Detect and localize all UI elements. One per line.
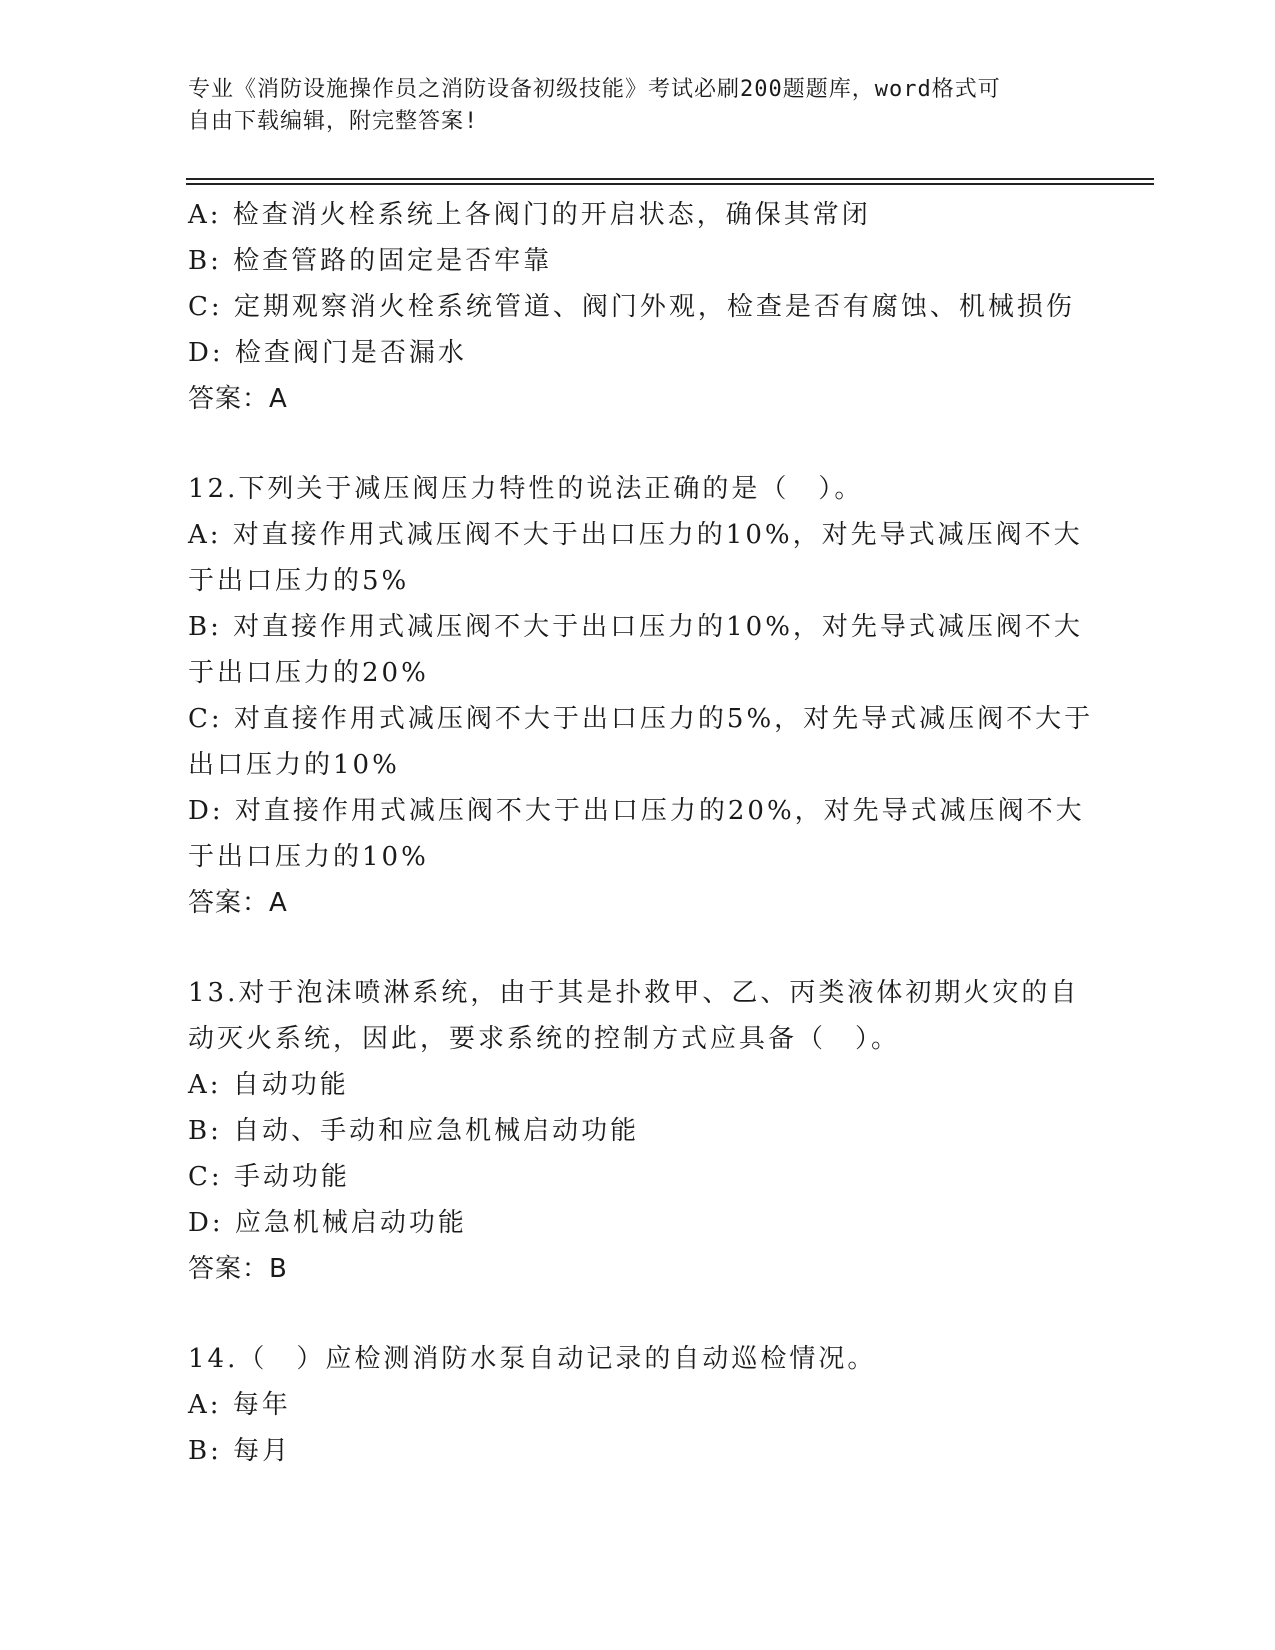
option-a: A: 检查消火栓系统上各阀门的开启状态，确保其常闭 (188, 200, 871, 230)
option-b: B: 检查管路的固定是否牢靠 (188, 246, 553, 276)
question-stem-cont: 动灭火系统，因此，要求系统的控制方式应具备（ ）。 (188, 1024, 901, 1054)
option-b: B: 每月 (188, 1436, 292, 1466)
option-c-cont: 出口压力的10% (188, 750, 400, 780)
option-a: A: 对直接作用式减压阀不大于出口压力的10%，对先导式减压阀不大 (188, 520, 1083, 550)
answer: 答案：A (188, 384, 288, 414)
option-d: D: 检查阀门是否漏水 (188, 338, 467, 368)
header-divider-bottom (186, 183, 1154, 185)
option-b-cont: 于出口压力的20% (188, 658, 429, 688)
answer: 答案：A (188, 888, 288, 918)
header-divider-top (186, 178, 1154, 180)
question-stem: 14.（ ）应检测消防水泵自动记录的自动巡检情况。 (188, 1344, 877, 1374)
question-list (188, 192, 1094, 1474)
option-a-cont: 于出口压力的5% (188, 566, 410, 596)
option-b: B: 对直接作用式减压阀不大于出口压力的10%，对先导式减压阀不大 (188, 612, 1083, 642)
spacer (188, 1292, 1088, 1336)
option-c: C: 对直接作用式减压阀不大于出口压力的5%，对先导式减压阀不大于 (188, 704, 1094, 734)
option-d: D: 应急机械启动功能 (188, 1208, 467, 1238)
question-13 (188, 970, 1088, 1292)
question-11 (188, 192, 1088, 422)
option-d-cont: 于出口压力的10% (188, 842, 429, 872)
option-c: C: 手动功能 (188, 1162, 350, 1192)
header-line-2: 自由下载编辑，附完整答案! (188, 109, 479, 134)
question-stem: 12.下列关于减压阀压力特性的说法正确的是（ ）。 (188, 474, 864, 504)
answer: 答案：B (188, 1254, 288, 1284)
question-stem: 13.对于泡沫喷淋系统，由于其是扑救甲、乙、丙类液体初期火灾的自 (188, 978, 1080, 1008)
question-14 (188, 1336, 1088, 1474)
option-b: B: 自动、手动和应急机械启动功能 (188, 1116, 640, 1146)
spacer (188, 926, 1088, 970)
spacer (188, 422, 1088, 466)
question-12 (188, 466, 1094, 926)
document-header (188, 74, 1068, 138)
option-c: C: 定期观察消火栓系统管道、阀门外观，检查是否有腐蚀、机械损伤 (188, 292, 1075, 322)
option-a: A: 自动功能 (188, 1070, 349, 1100)
header-line-1: 专业《消防设施操作员之消防设备初级技能》考试必刷200题题库，word格式可 (188, 77, 1001, 102)
option-d: D: 对直接作用式减压阀不大于出口压力的20%，对先导式减压阀不大 (188, 796, 1085, 826)
option-a: A: 每年 (188, 1390, 291, 1420)
